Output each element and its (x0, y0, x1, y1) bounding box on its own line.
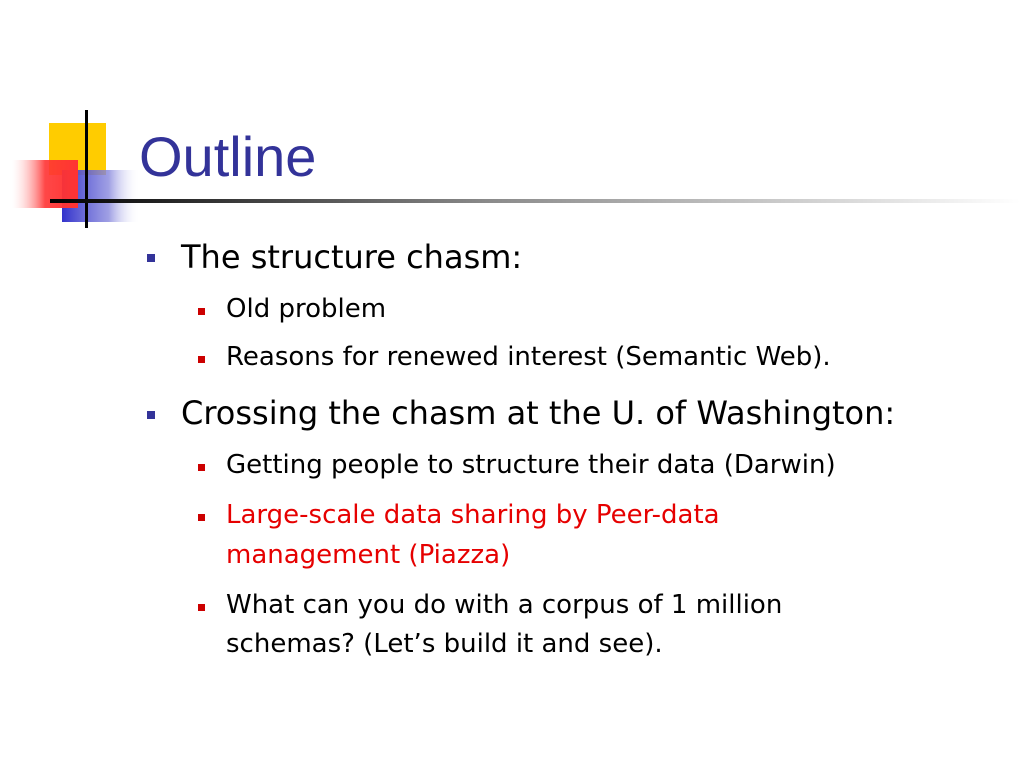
title-decoration (0, 0, 1024, 240)
sub-bullet-marker (198, 514, 205, 521)
sub-bullet-marker (198, 308, 205, 315)
sub-item-renewed-interest: Reasons for renewed interest (Semantic Web). (226, 342, 831, 372)
sub-item-darwin: Getting people to structure their data (Darwin) (226, 450, 836, 480)
bullet-marker (147, 254, 155, 262)
sub-item-old-problem: Old problem (226, 294, 387, 324)
sub-item-corpus-line2: schemas? (Let’s build it and see). (226, 629, 663, 659)
sub-item-corpus-line1: What can you do with a corpus of 1 million (226, 590, 783, 620)
deco-vertical-line (85, 110, 88, 228)
sub-bullet-marker (198, 356, 205, 363)
sub-item-piazza-line1: Large-scale data sharing by Peer-data (226, 500, 720, 530)
bullet-item-crossing-chasm: Crossing the chasm at the U. of Washington: (181, 394, 896, 432)
sub-item-piazza-line2: management (Piazza) (226, 540, 511, 570)
bullet-item-structure-chasm: The structure chasm: (181, 238, 523, 276)
slide-title: Outline (139, 125, 317, 188)
sub-bullet-marker (198, 464, 205, 471)
sub-bullet-marker (198, 604, 205, 611)
bullet-marker (147, 411, 155, 419)
title-rule (50, 199, 1020, 203)
